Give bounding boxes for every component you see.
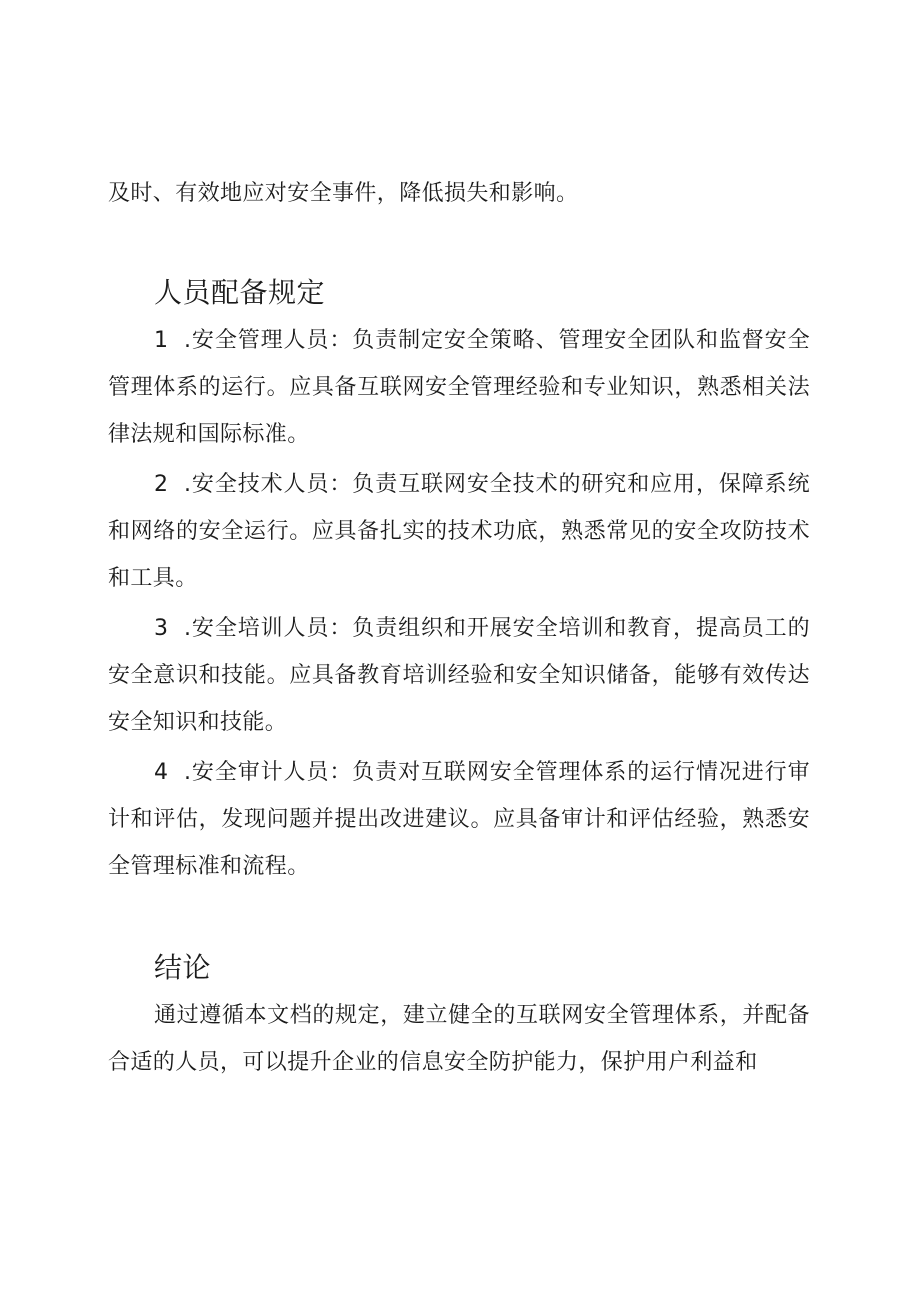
item-text: .安全管理人员：负责制定安全策略、管理安全团队和监督安全管理体系的运行。应具备互联网安全管理经验和专业知识，熟悉相关法律法规和国际标准。: [108, 328, 810, 447]
item-text: .安全培训人员：负责组织和开展安全培训和教育，提高员工的安全意识和技能。应具备教育培训经验和安全知识储备，能够有效传达安全知识和技能。: [108, 616, 810, 735]
intro-continuation-paragraph: 及时、有效地应对安全事件，降低损失和影响。: [108, 181, 579, 206]
conclusion-section-heading: 结论: [154, 951, 212, 984]
item-text: .安全技术人员：负责互联网安全技术的研究和应用，保障系统和网络的安全运行。应具备扎实的技术功底，熟悉常见的安全攻防技术和工具。: [108, 472, 810, 591]
item-number: 1: [154, 328, 169, 353]
staffing-item-3: [108, 605, 810, 746]
item-number: 3: [154, 616, 169, 641]
item-text: .安全审计人员：负责对互联网安全管理体系的运行情况进行审计和评估，发现问题并提出改进建议。应具备审计和评估经验，熟悉安全管理标准和流程。: [108, 760, 810, 879]
staffing-item-4: [108, 749, 810, 890]
item-number: 4: [154, 760, 169, 785]
document-body: [108, 170, 810, 1086]
conclusion-paragraph: 通过遵循本文档的规定，建立健全的互联网安全管理体系，并配备合适的人员，可以提升企业的信息安全防护能力，保护用户利益和: [108, 1003, 810, 1075]
item-number: 2: [154, 472, 169, 497]
staffing-item-1: [108, 317, 810, 458]
staffing-section-heading: 人员配备规定: [154, 276, 326, 309]
staffing-item-2: [108, 461, 810, 602]
